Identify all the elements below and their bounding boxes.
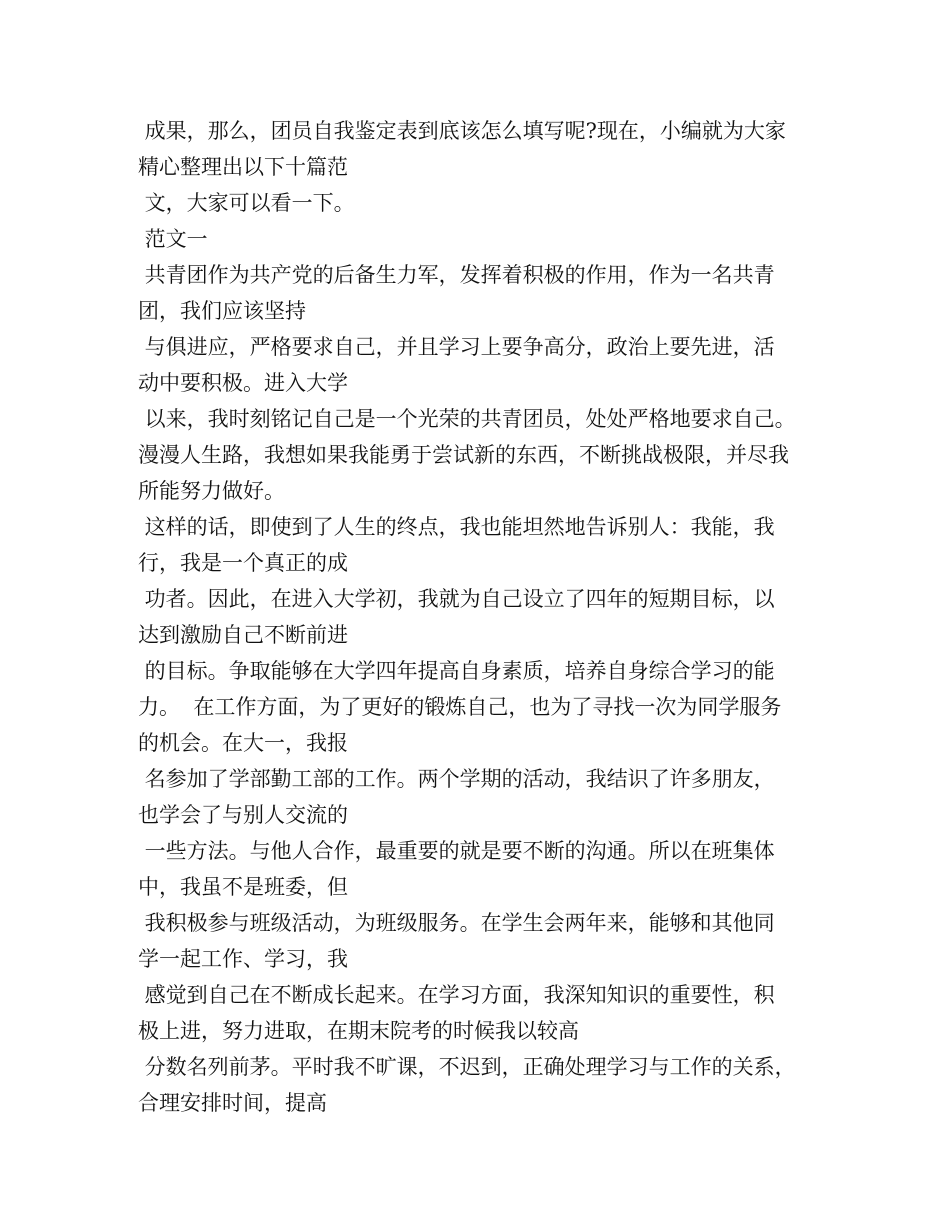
- text-line: 文，大家可以看一下。: [138, 191, 355, 215]
- text-line: 共青团作为共产党的后备生力军，发挥着积极的作用，作为一名共青: [138, 263, 775, 287]
- text-line: 学一起工作、学习，我: [138, 947, 348, 971]
- text-line: 也学会了与别人交流的: [138, 803, 348, 827]
- text-line: 极上进，努力进取，在期末院考的时候我以较高: [138, 1019, 579, 1043]
- text-line: 这样的话，即使到了人生的终点，我也能坦然地告诉别人：我能，我: [138, 515, 775, 539]
- text-line: 分数名列前茅。平时我不旷课，不迟到，正确处理学习与工作的关系，: [138, 1055, 796, 1079]
- text-line: 所能努力做好。: [138, 479, 285, 503]
- text-line: 一些方法。与他人合作，最重要的就是要不断的沟通。所以在班集体: [138, 839, 775, 863]
- text-line: 我积极参与班级活动，为班级服务。在学生会两年来，能够和其他同: [138, 911, 775, 935]
- text-line: 动中要积极。进入大学: [138, 371, 348, 395]
- text-line: 漫漫人生路，我想如果我能勇于尝试新的东西，不断挑战极限，并尽我: [138, 443, 789, 467]
- text-line: 达到激励自己不断前进: [138, 623, 348, 647]
- text-line: 功者。因此，在进入大学初，我就为自己设立了四年的短期目标，以: [138, 587, 775, 611]
- document-body: [138, 113, 828, 1121]
- text-line: 团，我们应该坚持: [138, 299, 306, 323]
- text-line: 成果，那么，团员自我鉴定表到底该怎么填写呢?现在，小编就为大家: [138, 119, 786, 143]
- text-line: 行，我是一个真正的成: [138, 551, 348, 575]
- text-line: 与俱进应，严格要求自己，并且学习上要争高分，政治上要先进，活: [138, 335, 775, 359]
- text-line: 中，我虽不是班委，但: [138, 875, 348, 899]
- section-heading: 范文一: [138, 227, 208, 251]
- text-line: 力。 在工作方面，为了更好的锻炼自己，也为了寻找一次为同学服务: [138, 695, 782, 719]
- text-line: 合理安排时间，提高: [138, 1091, 327, 1115]
- text-line: 感觉到自己在不断成长起来。在学习方面，我深知知识的重要性，积: [138, 983, 775, 1007]
- text-line: 名参加了学部勤工部的工作。两个学期的活动，我结识了许多朋友，: [138, 767, 775, 791]
- text-line: 以来，我时刻铭记自己是一个光荣的共青团员，处处严格地要求自己。: [138, 407, 796, 431]
- text-line: 的机会。在大一，我报: [138, 731, 348, 755]
- text-line: 精心整理出以下十篇范: [138, 155, 348, 179]
- text-line: 的目标。争取能够在大学四年提高自身素质，培养自身综合学习的能: [138, 659, 775, 683]
